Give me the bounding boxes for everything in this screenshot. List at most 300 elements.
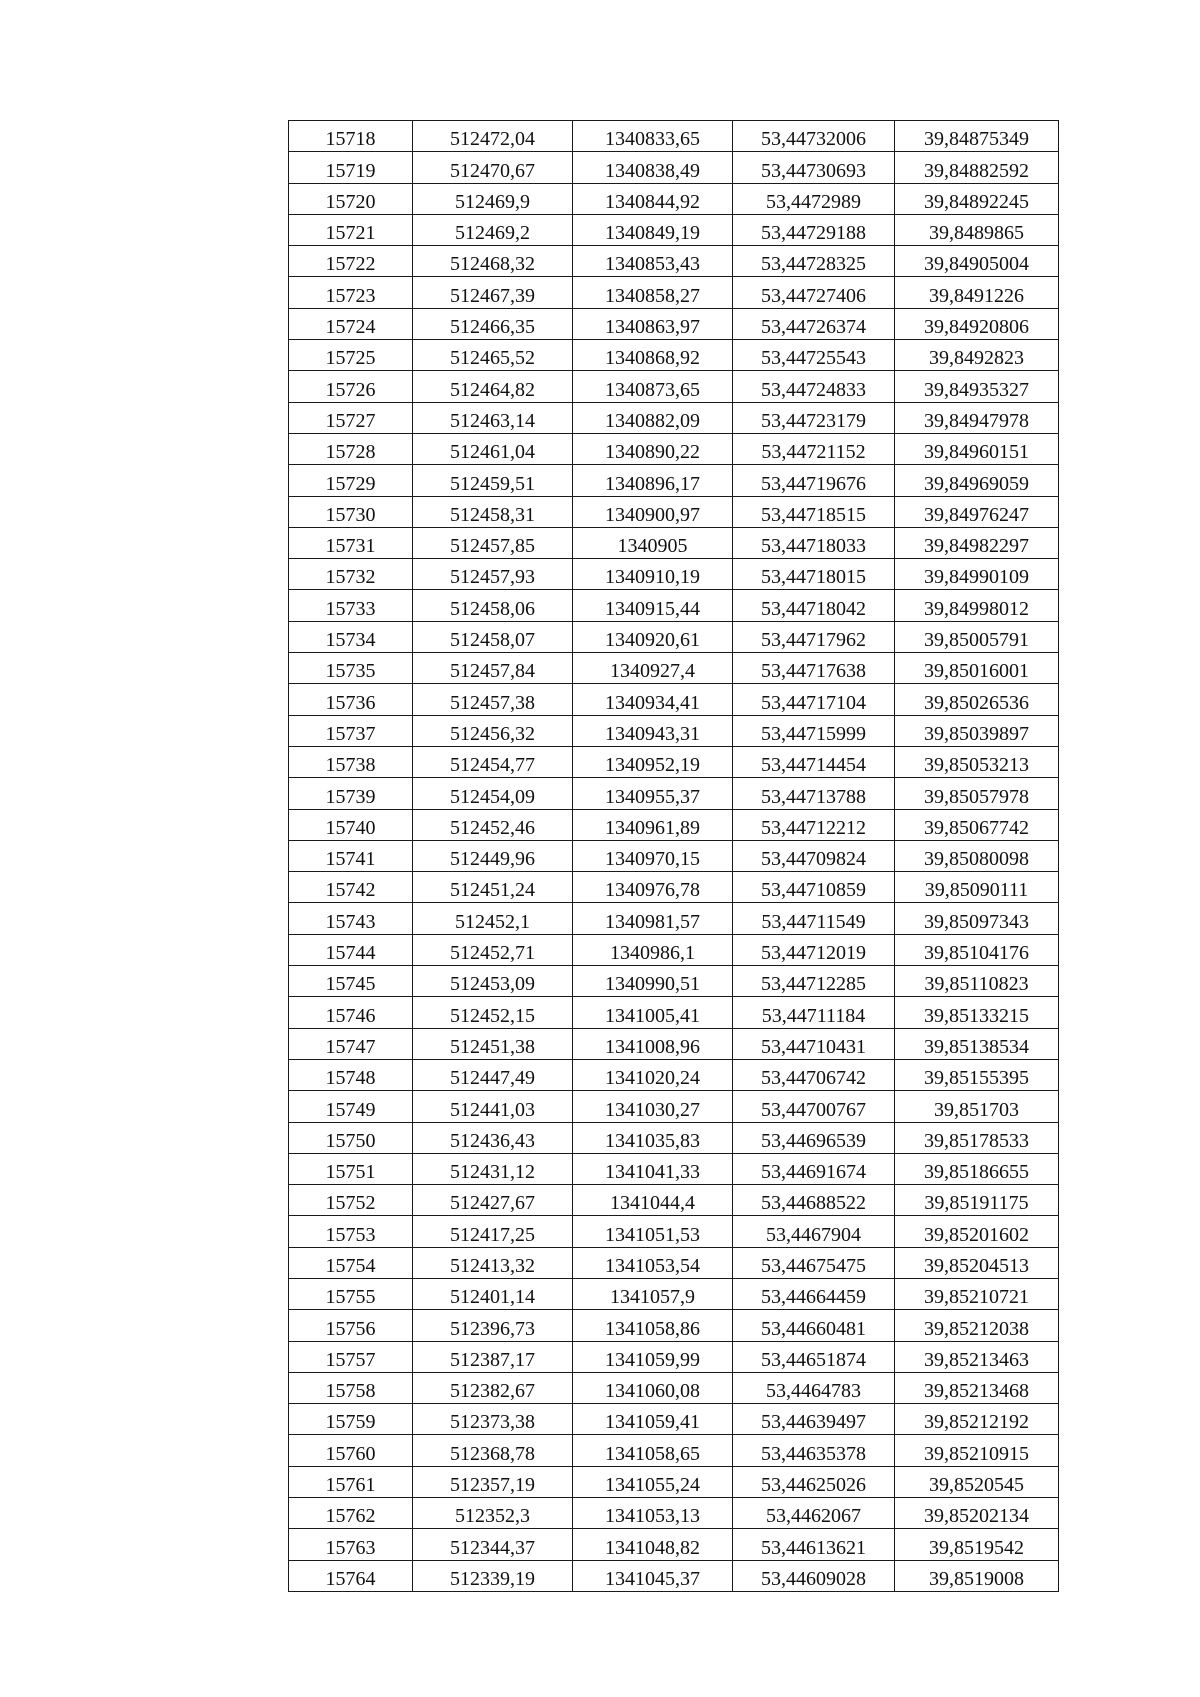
table-row: [289, 746, 1059, 777]
y-coordinate-cell: [573, 1185, 733, 1216]
cell-value: 1340853,43: [605, 253, 700, 276]
longitude-cell: [895, 433, 1059, 464]
cell-value: 1340858,27: [605, 284, 700, 307]
cell-value: 15741: [325, 848, 376, 871]
cell-value: 15742: [325, 879, 376, 902]
cell-value: 512373,38: [450, 1411, 535, 1434]
x-coordinate-cell: [413, 527, 573, 558]
point-number-cell: [289, 715, 413, 746]
longitude-cell: [895, 934, 1059, 965]
x-coordinate-cell: [413, 966, 573, 997]
longitude-cell: [895, 402, 1059, 433]
cell-value: 53,44700767: [761, 1098, 866, 1121]
cell-value: 1340934,41: [605, 691, 700, 714]
x-coordinate-cell: [413, 1310, 573, 1341]
y-coordinate-cell: [573, 1028, 733, 1059]
y-coordinate-cell: [573, 402, 733, 433]
cell-value: 53,44712212: [761, 816, 866, 839]
table-row: [289, 371, 1059, 402]
cell-value: 1340986,1: [610, 942, 695, 965]
cell-value: 53,44696539: [761, 1129, 866, 1152]
point-number-cell: [289, 465, 413, 496]
cell-value: 512454,77: [450, 754, 535, 777]
y-coordinate-cell: [573, 840, 733, 871]
y-coordinate-cell: [573, 1310, 733, 1341]
cell-value: 39,84905004: [924, 253, 1029, 276]
cell-value: 39,85212192: [924, 1411, 1029, 1434]
y-coordinate-cell: [573, 1435, 733, 1466]
cell-value: 39,85067742: [924, 816, 1029, 839]
latitude-cell: [733, 997, 895, 1028]
table-row: [289, 1341, 1059, 1372]
cell-value: 15737: [325, 722, 376, 745]
table-row: [289, 1185, 1059, 1216]
x-coordinate-cell: [413, 1372, 573, 1403]
y-coordinate-cell: [573, 966, 733, 997]
latitude-cell: [733, 371, 895, 402]
y-coordinate-cell: [573, 934, 733, 965]
x-coordinate-cell: [413, 872, 573, 903]
cell-value: 15729: [325, 472, 376, 495]
point-number-cell: [289, 496, 413, 527]
longitude-cell: [895, 590, 1059, 621]
table-row: [289, 809, 1059, 840]
latitude-cell: [733, 715, 895, 746]
cell-value: 53,44724833: [761, 378, 866, 401]
coordinates-table: [288, 120, 1059, 1592]
cell-value: 53,44660481: [761, 1317, 866, 1340]
longitude-cell: [895, 1216, 1059, 1247]
cell-value: 39,85104176: [924, 942, 1029, 965]
y-coordinate-cell: [573, 684, 733, 715]
cell-value: 53,44717962: [761, 629, 866, 652]
table-row: [289, 997, 1059, 1028]
cell-value: 512417,25: [450, 1223, 535, 1246]
table-row: [289, 1153, 1059, 1184]
longitude-cell: [895, 246, 1059, 277]
latitude-cell: [733, 402, 895, 433]
y-coordinate-cell: [573, 1341, 733, 1372]
longitude-cell: [895, 997, 1059, 1028]
cell-value: 15764: [325, 1567, 376, 1590]
table-row: [289, 1091, 1059, 1122]
cell-value: 512451,24: [450, 879, 535, 902]
cell-value: 512458,06: [450, 597, 535, 620]
y-coordinate-cell: [573, 183, 733, 214]
cell-value: 39,84882592: [924, 159, 1029, 182]
cell-value: 512452,1: [455, 910, 530, 933]
cell-value: 53,44639497: [761, 1411, 866, 1434]
x-coordinate-cell: [413, 590, 573, 621]
cell-value: 15728: [325, 441, 376, 464]
cell-value: 53,44713788: [761, 785, 866, 808]
y-coordinate-cell: [573, 1122, 733, 1153]
cell-value: 15720: [325, 190, 376, 213]
cell-value: 512352,3: [455, 1505, 530, 1528]
cell-value: 39,8491226: [929, 284, 1024, 307]
table-row: [289, 527, 1059, 558]
longitude-cell: [895, 1435, 1059, 1466]
cell-value: 512339,19: [450, 1567, 535, 1590]
cell-value: 15762: [325, 1505, 376, 1528]
cell-value: 53,44710859: [761, 879, 866, 902]
cell-value: 512469,9: [455, 190, 530, 213]
longitude-cell: [895, 1498, 1059, 1529]
table-row: [289, 214, 1059, 245]
longitude-cell: [895, 183, 1059, 214]
y-coordinate-cell: [573, 527, 733, 558]
table-row: [289, 433, 1059, 464]
cell-value: 15754: [325, 1254, 376, 1277]
longitude-cell: [895, 840, 1059, 871]
point-number-cell: [289, 809, 413, 840]
longitude-cell: [895, 1404, 1059, 1435]
latitude-cell: [733, 1560, 895, 1591]
longitude-cell: [895, 778, 1059, 809]
cell-value: 1341053,13: [605, 1505, 700, 1528]
point-number-cell: [289, 903, 413, 934]
x-coordinate-cell: [413, 1059, 573, 1090]
table-row: [289, 1560, 1059, 1591]
x-coordinate-cell: [413, 1185, 573, 1216]
y-coordinate-cell: [573, 653, 733, 684]
cell-value: 53,44625026: [761, 1474, 866, 1497]
cell-value: 512453,09: [450, 973, 535, 996]
point-number-cell: [289, 121, 413, 152]
cell-value: 1341035,83: [605, 1129, 700, 1152]
y-coordinate-cell: [573, 1091, 733, 1122]
cell-value: 15739: [325, 785, 376, 808]
cell-value: 15726: [325, 378, 376, 401]
cell-value: 15758: [325, 1380, 376, 1403]
cell-value: 1340961,89: [605, 816, 700, 839]
cell-value: 39,85053213: [924, 754, 1029, 777]
point-number-cell: [289, 402, 413, 433]
cell-value: 15735: [325, 660, 376, 683]
cell-value: 53,44714454: [761, 754, 866, 777]
cell-value: 15747: [325, 1035, 376, 1058]
cell-value: 53,44725543: [761, 347, 866, 370]
x-coordinate-cell: [413, 465, 573, 496]
table-row: [289, 903, 1059, 934]
cell-value: 1340927,4: [610, 660, 695, 683]
cell-value: 53,44664459: [761, 1286, 866, 1309]
x-coordinate-cell: [413, 1216, 573, 1247]
point-number-cell: [289, 1091, 413, 1122]
table-row: [289, 183, 1059, 214]
cell-value: 53,44710431: [761, 1035, 866, 1058]
table-row: [289, 1028, 1059, 1059]
cell-value: 512368,78: [450, 1442, 535, 1465]
table-row: [289, 1372, 1059, 1403]
point-number-cell: [289, 559, 413, 590]
latitude-cell: [733, 277, 895, 308]
point-number-cell: [289, 653, 413, 684]
cell-value: 39,84990109: [924, 566, 1029, 589]
cell-value: 1341058,65: [605, 1442, 700, 1465]
table-row: [289, 590, 1059, 621]
table-row: [289, 1059, 1059, 1090]
latitude-cell: [733, 496, 895, 527]
cell-value: 512470,67: [450, 159, 535, 182]
x-coordinate-cell: [413, 1341, 573, 1372]
latitude-cell: [733, 684, 895, 715]
cell-value: 53,44721152: [761, 441, 866, 464]
cell-value: 39,84947978: [924, 409, 1029, 432]
cell-value: 53,44718015: [761, 566, 866, 589]
y-coordinate-cell: [573, 621, 733, 652]
cell-value: 39,85213468: [924, 1380, 1029, 1403]
cell-value: 15753: [325, 1223, 376, 1246]
cell-value: 512457,84: [450, 660, 535, 683]
cell-value: 15756: [325, 1317, 376, 1340]
longitude-cell: [895, 1028, 1059, 1059]
y-coordinate-cell: [573, 746, 733, 777]
cell-value: 39,84969059: [924, 472, 1029, 495]
longitude-cell: [895, 1247, 1059, 1278]
x-coordinate-cell: [413, 1560, 573, 1591]
cell-value: 512457,85: [450, 535, 535, 558]
cell-value: 15744: [325, 942, 376, 965]
cell-value: 1341048,82: [605, 1536, 700, 1559]
x-coordinate-cell: [413, 559, 573, 590]
point-number-cell: [289, 433, 413, 464]
cell-value: 512413,32: [450, 1254, 535, 1277]
cell-value: 15734: [325, 629, 376, 652]
cell-value: 1341005,41: [605, 1004, 700, 1027]
cell-value: 53,4464783: [766, 1380, 861, 1403]
point-number-cell: [289, 966, 413, 997]
longitude-cell: [895, 1059, 1059, 1090]
point-number-cell: [289, 778, 413, 809]
cell-value: 39,85138534: [924, 1035, 1029, 1058]
x-coordinate-cell: [413, 621, 573, 652]
cell-value: 512436,43: [450, 1129, 535, 1152]
cell-value: 15763: [325, 1536, 376, 1559]
table-row: [289, 872, 1059, 903]
cell-value: 1340943,31: [605, 722, 700, 745]
cell-value: 512468,32: [450, 253, 535, 276]
y-coordinate-cell: [573, 997, 733, 1028]
x-coordinate-cell: [413, 152, 573, 183]
latitude-cell: [733, 1185, 895, 1216]
x-coordinate-cell: [413, 1278, 573, 1309]
cell-value: 39,8520545: [929, 1474, 1024, 1497]
longitude-cell: [895, 152, 1059, 183]
cell-value: 512454,09: [450, 785, 535, 808]
cell-value: 1341051,53: [605, 1223, 700, 1246]
x-coordinate-cell: [413, 997, 573, 1028]
y-coordinate-cell: [573, 1372, 733, 1403]
cell-value: 39,85090111: [924, 879, 1029, 902]
cell-value: 39,851703: [934, 1098, 1019, 1121]
longitude-cell: [895, 1185, 1059, 1216]
cell-value: 53,44711184: [761, 1004, 866, 1027]
x-coordinate-cell: [413, 246, 573, 277]
cell-value: 39,84935327: [924, 378, 1029, 401]
cell-value: 39,85210721: [924, 1286, 1029, 1309]
cell-value: 39,85133215: [924, 1004, 1029, 1027]
latitude-cell: [733, 1153, 895, 1184]
cell-value: 53,4472989: [766, 190, 861, 213]
cell-value: 53,44723179: [761, 409, 866, 432]
longitude-cell: [895, 465, 1059, 496]
cell-value: 39,85178533: [924, 1129, 1029, 1152]
y-coordinate-cell: [573, 371, 733, 402]
cell-value: 53,44712019: [761, 942, 866, 965]
x-coordinate-cell: [413, 1529, 573, 1560]
latitude-cell: [733, 1216, 895, 1247]
latitude-cell: [733, 1341, 895, 1372]
cell-value: 53,44726374: [761, 316, 866, 339]
y-coordinate-cell: [573, 809, 733, 840]
table-row: [289, 1247, 1059, 1278]
cell-value: 512452,15: [450, 1004, 535, 1027]
y-coordinate-cell: [573, 715, 733, 746]
latitude-cell: [733, 903, 895, 934]
latitude-cell: [733, 653, 895, 684]
cell-value: 512451,38: [450, 1035, 535, 1058]
cell-value: 512382,67: [450, 1380, 535, 1403]
cell-value: 39,85212038: [924, 1317, 1029, 1340]
point-number-cell: [289, 1498, 413, 1529]
table-row: [289, 840, 1059, 871]
point-number-cell: [289, 590, 413, 621]
cell-value: 53,44719676: [761, 472, 866, 495]
point-number-cell: [289, 621, 413, 652]
cell-value: 1340873,65: [605, 378, 700, 401]
table-row: [289, 121, 1059, 152]
cell-value: 512472,04: [450, 128, 535, 151]
cell-value: 1340990,51: [605, 973, 700, 996]
cell-value: 39,85201602: [924, 1223, 1029, 1246]
cell-value: 512457,93: [450, 566, 535, 589]
cell-value: 512387,17: [450, 1348, 535, 1371]
x-coordinate-cell: [413, 402, 573, 433]
point-number-cell: [289, 746, 413, 777]
cell-value: 15719: [325, 159, 376, 182]
cell-value: 15743: [325, 910, 376, 933]
x-coordinate-cell: [413, 183, 573, 214]
table-row: [289, 1122, 1059, 1153]
cell-value: 39,84976247: [924, 503, 1029, 526]
cell-value: 53,44613621: [761, 1536, 866, 1559]
table-row: [289, 1529, 1059, 1560]
cell-value: 512441,03: [450, 1098, 535, 1121]
cell-value: 15746: [325, 1004, 376, 1027]
cell-value: 53,44715999: [761, 722, 866, 745]
x-coordinate-cell: [413, 778, 573, 809]
cell-value: 15721: [325, 222, 376, 245]
y-coordinate-cell: [573, 277, 733, 308]
table-row: [289, 715, 1059, 746]
y-coordinate-cell: [573, 1278, 733, 1309]
longitude-cell: [895, 1091, 1059, 1122]
table-row: [289, 1435, 1059, 1466]
y-coordinate-cell: [573, 1247, 733, 1278]
cell-value: 1341020,24: [605, 1067, 700, 1090]
y-coordinate-cell: [573, 1404, 733, 1435]
cell-value: 512459,51: [450, 472, 535, 495]
cell-value: 53,44717638: [761, 660, 866, 683]
point-number-cell: [289, 1310, 413, 1341]
cell-value: 39,85016001: [924, 660, 1029, 683]
cell-value: 512457,38: [450, 691, 535, 714]
latitude-cell: [733, 527, 895, 558]
latitude-cell: [733, 1028, 895, 1059]
x-coordinate-cell: [413, 1404, 573, 1435]
cell-value: 1340910,19: [605, 566, 700, 589]
longitude-cell: [895, 1278, 1059, 1309]
x-coordinate-cell: [413, 496, 573, 527]
cell-value: 53,44651874: [761, 1348, 866, 1371]
latitude-cell: [733, 1466, 895, 1497]
point-number-cell: [289, 1028, 413, 1059]
cell-value: 1340981,57: [605, 910, 700, 933]
point-number-cell: [289, 277, 413, 308]
longitude-cell: [895, 340, 1059, 371]
x-coordinate-cell: [413, 121, 573, 152]
cell-value: 512467,39: [450, 284, 535, 307]
longitude-cell: [895, 966, 1059, 997]
cell-value: 1340838,49: [605, 159, 700, 182]
cell-value: 512344,37: [450, 1536, 535, 1559]
cell-value: 39,8492823: [929, 347, 1024, 370]
y-coordinate-cell: [573, 778, 733, 809]
cell-value: 53,44706742: [761, 1067, 866, 1090]
point-number-cell: [289, 997, 413, 1028]
x-coordinate-cell: [413, 1466, 573, 1497]
cell-value: 512463,14: [450, 409, 535, 432]
x-coordinate-cell: [413, 1028, 573, 1059]
cell-value: 53,4467904: [766, 1223, 861, 1246]
cell-value: 1340905: [617, 535, 688, 558]
cell-value: 15733: [325, 597, 376, 620]
x-coordinate-cell: [413, 715, 573, 746]
table-row: [289, 402, 1059, 433]
cell-value: 53,4462067: [766, 1505, 861, 1528]
y-coordinate-cell: [573, 559, 733, 590]
cell-value: 53,44728325: [761, 253, 866, 276]
y-coordinate-cell: [573, 246, 733, 277]
cell-value: 53,44718515: [761, 503, 866, 526]
longitude-cell: [895, 903, 1059, 934]
y-coordinate-cell: [573, 1529, 733, 1560]
cell-value: 15760: [325, 1442, 376, 1465]
x-coordinate-cell: [413, 934, 573, 965]
latitude-cell: [733, 1278, 895, 1309]
latitude-cell: [733, 308, 895, 339]
latitude-cell: [733, 934, 895, 965]
y-coordinate-cell: [573, 152, 733, 183]
cell-value: 15732: [325, 566, 376, 589]
cell-value: 1340882,09: [605, 409, 700, 432]
table-row: [289, 559, 1059, 590]
latitude-cell: [733, 1059, 895, 1090]
cell-value: 39,84982297: [924, 535, 1029, 558]
latitude-cell: [733, 214, 895, 245]
cell-value: 53,44712285: [761, 973, 866, 996]
longitude-cell: [895, 1122, 1059, 1153]
longitude-cell: [895, 371, 1059, 402]
longitude-cell: [895, 1529, 1059, 1560]
table-row: [289, 496, 1059, 527]
table-row: [289, 340, 1059, 371]
cell-value: 39,85191175: [924, 1192, 1029, 1215]
table-row: [289, 1216, 1059, 1247]
point-number-cell: [289, 840, 413, 871]
latitude-cell: [733, 1091, 895, 1122]
